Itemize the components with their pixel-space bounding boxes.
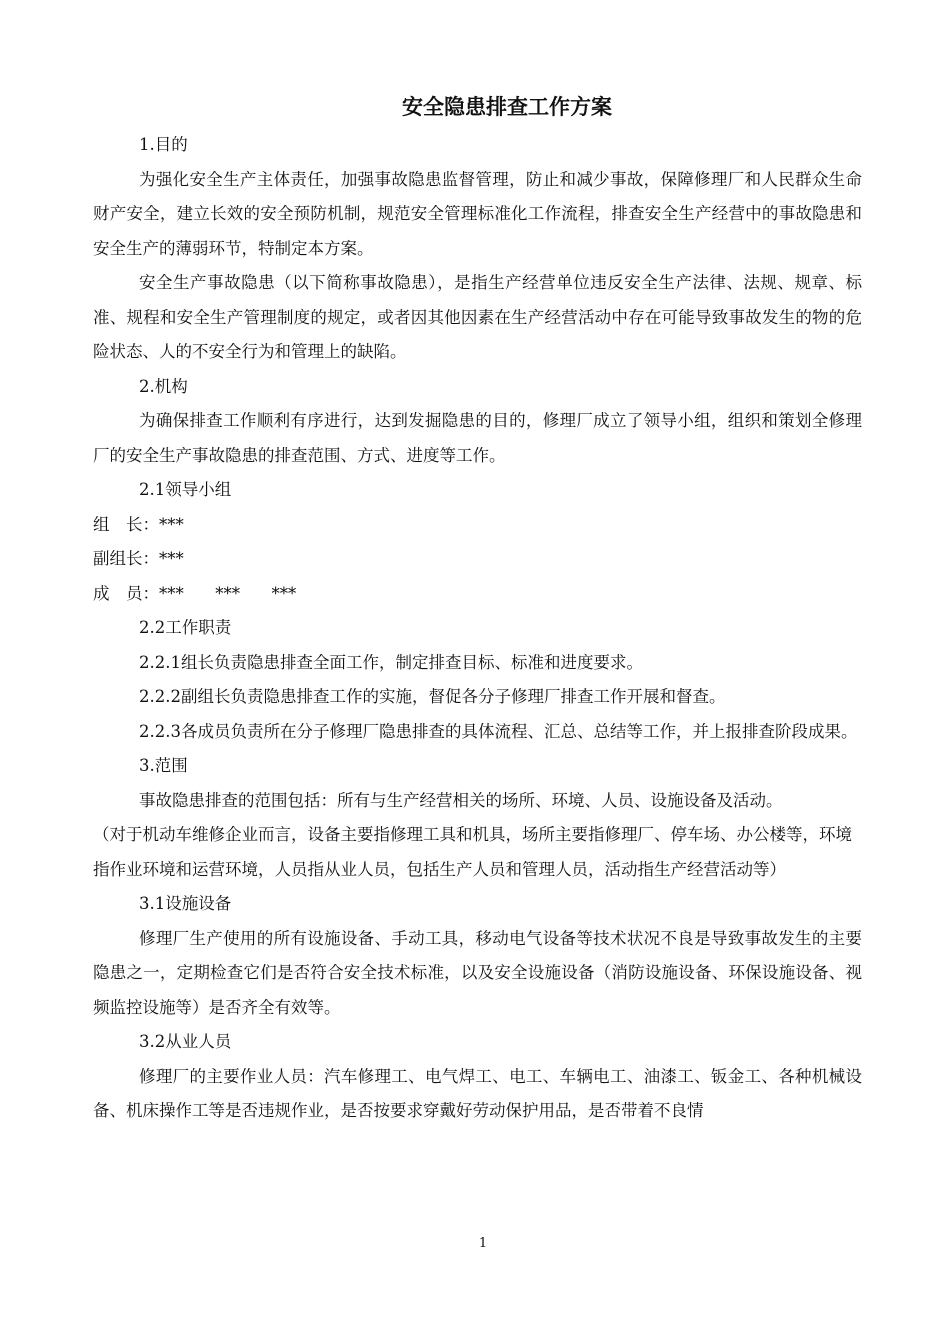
duty-leader: 2.2.1组长负责隐患排查全面工作，制定排查目标、标准和进度要求。 — [139, 652, 643, 672]
paragraph-scope: 事故隐患排查的范围包括：所有与生产经营相关的场所、环境、人员、设施设备及活动。 — [139, 790, 783, 810]
section-heading-leadership-group: 2.1领导小组 — [139, 480, 232, 499]
section-heading-personnel: 3.2从业人员 — [139, 1032, 232, 1051]
duty-members: 2.2.3各成员负责所在分子修理厂隐患排查的具体流程、汇总、总结等工作，并上报排查阶段成果。 — [139, 721, 858, 741]
document-body — [93, 128, 862, 1129]
section-heading-duties: 2.2工作职责 — [139, 618, 232, 637]
paragraph-scope-note: （对于机动车维修企业而言，设备主要指修理工具和机具，场所主要指修理厂、停车场、办公楼等，环境指作业环境和运营环境，人员指从业人员，包括生产人员和管理人员，活动指生产经营活动等） — [93, 825, 852, 879]
paragraph-hazard-definition: 安全生产事故隐患（以下简称事故隐患），是指生产经营单位违反安全生产法律、法规、规章、标准、规程和安全生产管理制度的规定，或者因其他因素在生产经营活动中存在可能导致事故发生的物的危险状态、人的不安全行为和管理上的缺陷。 — [93, 273, 862, 361]
paragraph-purpose: 为强化安全生产主体责任，加强事故隐患监督管理，防止和减少事故，保障修理厂和人民群众生命财产安全，建立长效的安全预防机制，规范安全管理标准化工作流程，排查安全生产经营中的事故隐患和安全生产的薄弱环节，特制定本方案。 — [93, 169, 862, 258]
paragraph-organization: 为确保排查工作顺利有序进行，达到发掘隐患的目的，修理厂成立了领导小组，组织和策划全修理厂的安全生产事故隐患的排查范围、方式、进度等工作。 — [93, 411, 862, 465]
document-title: 安全隐患排查工作方案 — [402, 95, 612, 119]
page-number: 1 — [478, 1236, 488, 1251]
paragraph-personnel: 修理厂的主要作业人员：汽车修理工、电气焊工、电工、车辆电工、油漆工、钣金工、各种机械设备、机床操作工等是否违规作业，是否按要求穿戴好劳动保护用品，是否带着不良情 — [93, 1066, 862, 1120]
paragraph-equipment: 修理厂生产使用的所有设施设备、手动工具，移动电气设备等技术状况不良是导致事故发生的主要隐患之一，定期检查它们是否符合安全技术标准，以及安全设施设备（消防设施设备、环保设施设备、视频监控设施等）是否齐全有效等。 — [93, 928, 862, 1017]
section-heading-scope: 3.范围 — [139, 756, 188, 775]
section-heading-purpose: 1.目的 — [139, 135, 188, 154]
section-heading-equipment: 3.1设施设备 — [139, 894, 232, 913]
roster-leader: 组 长：*** — [93, 514, 184, 534]
duty-deputy: 2.2.2副组长负责隐患排查工作的实施，督促各分子修理厂排查工作开展和督查。 — [139, 687, 726, 706]
roster-deputy: 副组长：*** — [93, 549, 184, 568]
roster-members: 成 员：*** *** *** — [93, 583, 297, 603]
section-heading-organization: 2.机构 — [139, 376, 188, 396]
